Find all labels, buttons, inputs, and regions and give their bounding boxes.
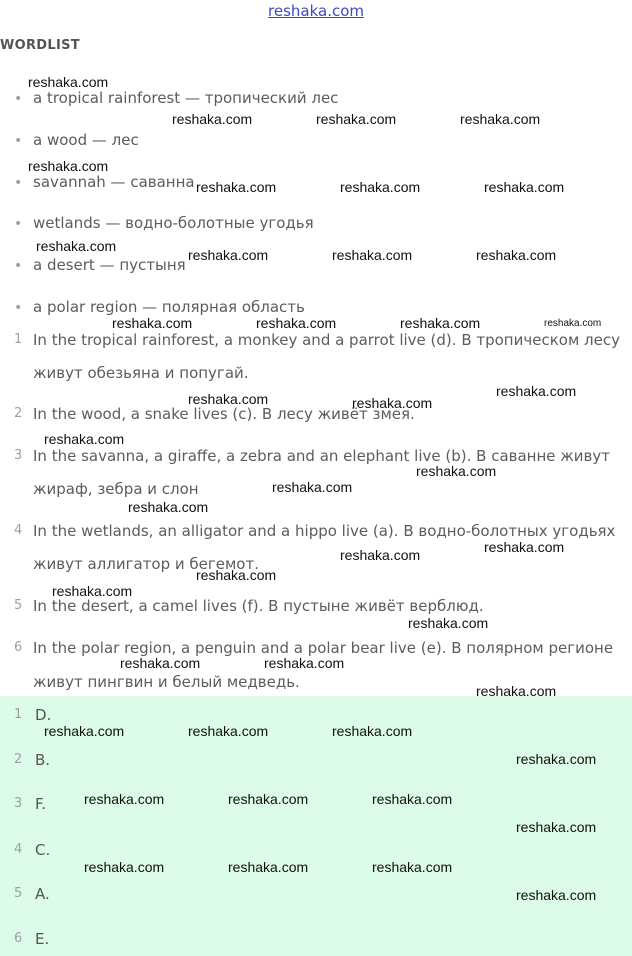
- answer-value: E.: [35, 930, 50, 948]
- bullet-icon: •: [14, 91, 23, 107]
- wordlist-item-text: a polar region — полярная область: [33, 298, 305, 316]
- watermark-text: reshaka.com: [476, 683, 557, 699]
- sentence-line: In the wetlands, an alligator and a hippo live (a). В водно-болотных угодьях: [33, 522, 616, 540]
- watermark-text: reshaka.com: [544, 318, 602, 329]
- bullet-icon: •: [14, 300, 23, 316]
- watermark-text: reshaka.com: [416, 463, 497, 479]
- bullet-icon: •: [14, 216, 23, 232]
- sentence-line: In the wood, a snake lives (c). В лесу живёт змея.: [33, 405, 415, 423]
- watermark-text: reshaka.com: [44, 723, 125, 739]
- sentence-line: живут обезьяна и попугай.: [33, 364, 249, 382]
- watermark-text: reshaka.com: [372, 859, 453, 875]
- watermark-text: reshaka.com: [120, 655, 201, 671]
- sentence-line: живут аллигатор и бегемот.: [33, 555, 259, 573]
- sentence-number: 1: [14, 332, 23, 347]
- watermark-text: reshaka.com: [188, 723, 269, 739]
- sentence-number: 4: [14, 523, 23, 538]
- wordlist-item-text: a wood — лес: [33, 131, 139, 149]
- sentence-line: In the tropical rainforest, a monkey and a parrot live (d). В тропическом лесу: [33, 331, 620, 349]
- watermark-text: reshaka.com: [196, 567, 277, 583]
- watermark-text: reshaka.com: [340, 547, 421, 563]
- answer-value: A.: [35, 885, 50, 903]
- watermark-text: reshaka.com: [228, 859, 309, 875]
- watermark-text: reshaka.com: [188, 247, 269, 263]
- watermark-text: reshaka.com: [264, 655, 345, 671]
- watermark-text: reshaka.com: [340, 179, 421, 195]
- answer-number: 5: [14, 886, 23, 901]
- watermark-text: reshaka.com: [196, 179, 277, 195]
- answer-number: 1: [14, 707, 23, 722]
- answer-value: D.: [35, 706, 52, 724]
- wordlist-item-text: wetlands — водно-болотные угодья: [33, 214, 314, 232]
- sentence-line: живут пингвин и белый медведь.: [33, 673, 300, 691]
- watermark-text: reshaka.com: [332, 247, 413, 263]
- watermark-text: reshaka.com: [408, 615, 489, 631]
- watermark-text: reshaka.com: [316, 111, 397, 127]
- sentence-line: In the desert, a camel lives (f). В пустыне живёт верблюд.: [33, 597, 484, 615]
- sentence-line: In the polar region, a penguin and a polar bear live (e). В полярном регионе: [33, 639, 614, 657]
- answer-number: 2: [14, 752, 23, 767]
- watermark-text: reshaka.com: [516, 887, 597, 903]
- sentence-line: In the savanna, a giraffe, a zebra and an elephant live (b). В саванне живут: [33, 447, 611, 465]
- answer-number: 4: [14, 842, 23, 857]
- watermark-text: reshaka.com: [400, 315, 481, 331]
- sentence-number: 5: [14, 598, 23, 613]
- watermark-text: reshaka.com: [484, 179, 565, 195]
- answer-value: C.: [35, 841, 51, 859]
- watermark-text: reshaka.com: [128, 499, 209, 515]
- wordlist-item-text: savannah — саванна: [33, 173, 195, 191]
- watermark-text: reshaka.com: [228, 791, 309, 807]
- watermark-text: reshaka.com: [172, 111, 253, 127]
- wordlist-item-text: a tropical rainforest — тропический лес: [33, 89, 339, 107]
- answer-value: F.: [35, 795, 46, 813]
- bullet-icon: •: [14, 133, 23, 149]
- watermark-text: reshaka.com: [28, 158, 109, 174]
- site-link[interactable]: reshaka.com: [268, 2, 364, 20]
- watermark-text: reshaka.com: [188, 391, 269, 407]
- watermark-text: reshaka.com: [28, 74, 109, 90]
- sentence-line: жираф, зебра и слон: [33, 480, 199, 498]
- watermark-text: reshaka.com: [44, 431, 125, 447]
- watermark-text: reshaka.com: [516, 819, 597, 835]
- watermark-text: reshaka.com: [484, 539, 565, 555]
- bullet-icon: •: [14, 258, 23, 274]
- watermark-text: reshaka.com: [272, 479, 353, 495]
- answer-number: 3: [14, 796, 23, 811]
- sentence-number: 6: [14, 640, 23, 655]
- watermark-text: reshaka.com: [332, 723, 413, 739]
- wordlist-title: WORDLIST: [0, 38, 80, 53]
- wordlist-item-text: a desert — пустыня: [33, 256, 186, 274]
- watermark-text: reshaka.com: [36, 238, 117, 254]
- watermark-text: reshaka.com: [112, 315, 193, 331]
- watermark-text: reshaka.com: [496, 383, 577, 399]
- answer-value: B.: [35, 751, 51, 769]
- answer-number: 6: [14, 931, 23, 946]
- watermark-text: reshaka.com: [516, 751, 597, 767]
- watermark-text: reshaka.com: [460, 111, 541, 127]
- watermark-text: reshaka.com: [84, 859, 165, 875]
- watermark-text: reshaka.com: [352, 395, 433, 411]
- watermark-text: reshaka.com: [476, 247, 557, 263]
- watermark-text: reshaka.com: [84, 791, 165, 807]
- bullet-icon: •: [14, 175, 23, 191]
- sentence-number: 3: [14, 448, 23, 463]
- sentence-number: 2: [14, 406, 23, 421]
- watermark-text: reshaka.com: [372, 791, 453, 807]
- watermark-text: reshaka.com: [52, 583, 133, 599]
- watermark-text: reshaka.com: [256, 315, 337, 331]
